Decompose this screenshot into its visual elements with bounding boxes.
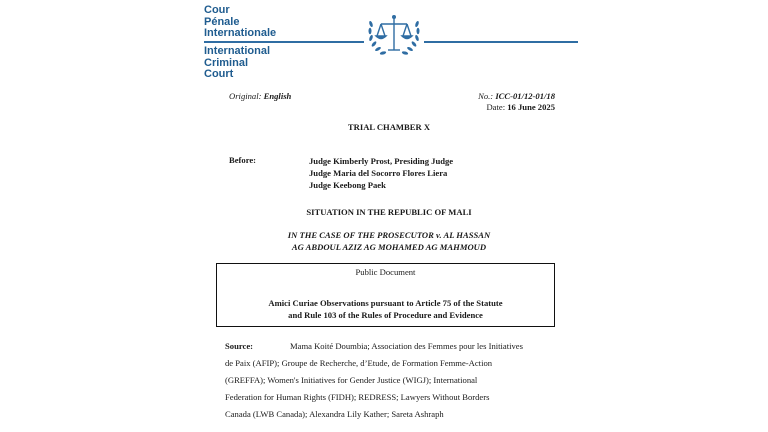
- court-name-english: [204, 46, 270, 81]
- document-title: [217, 297, 554, 321]
- source-line-1: Mama Koité Doumbia; Association des Femmes pour les Initiatives: [290, 341, 523, 351]
- court-name-french: [204, 5, 276, 40]
- case-number-label: No.:: [478, 91, 494, 101]
- icc-emblem-icon: [364, 10, 424, 62]
- header-rule-right: [424, 41, 578, 43]
- case-number: [474, 91, 555, 101]
- situation-heading: SITUATION IN THE REPUBLIC OF MALI: [306, 207, 472, 217]
- court-name-en-line-1: International: [204, 45, 271, 57]
- judge-3: Judge Keebong Paek: [309, 180, 386, 190]
- court-name-en-line-3: Court: [204, 68, 234, 80]
- court-name-fr-line-3: Internationale: [204, 27, 277, 39]
- case-number-value: ICC-01/12-01/18: [495, 91, 555, 101]
- original-language: [229, 91, 291, 101]
- document-title-box: [216, 263, 555, 327]
- judges-list: [309, 155, 453, 191]
- source-line-5: Canada (LWB Canada); Alexandra Lily Kather; Sareta Ashraph: [225, 409, 444, 419]
- case-title-line-2: AG ABDOUL AZIZ AG MOHAMED AG MAHMOUD: [291, 242, 487, 252]
- court-name-en-line-2: Criminal: [204, 56, 249, 69]
- date-label: Date:: [486, 102, 506, 112]
- judge-2: Judge Maria del Socorro Flores Liera: [309, 168, 448, 178]
- source-line-2: de Paix (AFIP); Groupe de Recherche, d’Etude, de Formation Femme-Action: [225, 358, 493, 368]
- original-label: Original:: [229, 91, 262, 101]
- document-title-line-1: Amici Curiae Observations pursuant to Article 75 of the Statute: [268, 298, 503, 308]
- case-title: [200, 229, 578, 253]
- chamber-heading: TRIAL CHAMBER X: [347, 122, 431, 132]
- source-list: [225, 341, 560, 419]
- court-name-fr-line-2: Pénale: [204, 15, 240, 28]
- date-value: 16 June 2025: [507, 102, 555, 112]
- document-title-line-2: and Rule 103 of the Rules of Procedure and Evidence: [288, 310, 483, 320]
- case-title-line-1: IN THE CASE OF THE PROSECUTOR v. AL HASSAN: [287, 230, 491, 240]
- court-name-fr-line-1: Cour: [204, 4, 230, 16]
- header-rule-left: [204, 41, 364, 43]
- judge-1: Judge Kimberly Prost, Presiding Judge: [309, 156, 454, 166]
- document-date: [474, 102, 555, 112]
- classification-label: Public Document: [355, 267, 416, 277]
- before-label: Before:: [229, 155, 257, 165]
- source-line-3: (GREFFA); Women's Initiatives for Gender Justice (WIGJ); International: [225, 375, 478, 385]
- source-line-4: Federation for Human Rights (FIDH); REDRESS; Lawyers Without Borders: [225, 392, 490, 402]
- original-value: English: [263, 91, 292, 101]
- source-label: Source:: [225, 341, 254, 351]
